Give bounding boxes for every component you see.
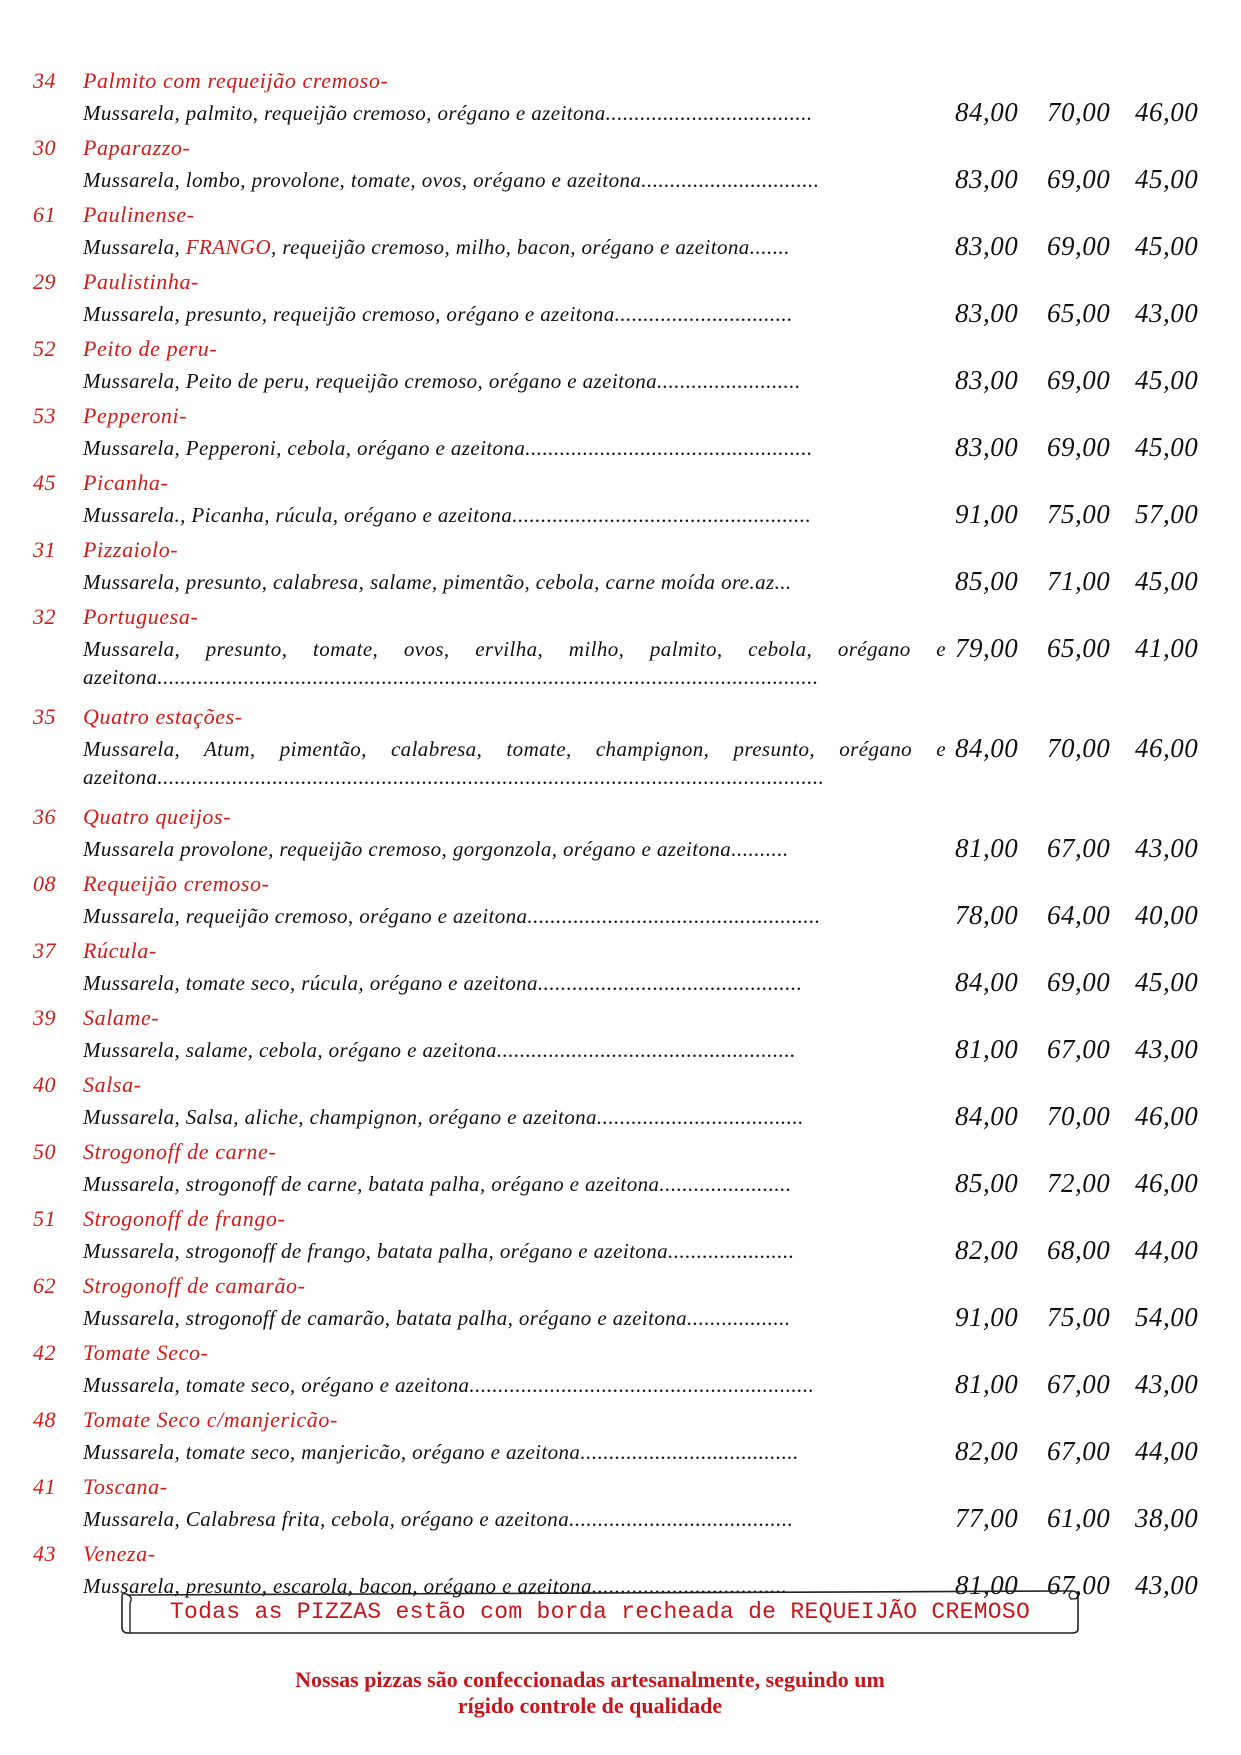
price-medium: 67,00 bbox=[1047, 1034, 1111, 1064]
price-medium: 70,00 bbox=[1047, 97, 1111, 127]
item-number: 34 bbox=[33, 68, 56, 93]
menu-item-header bbox=[0, 464, 1241, 497]
price-large: 91,00 bbox=[955, 1302, 1019, 1332]
quality-note-line-1: Nossas pizzas são confeccionadas artesanalmente, seguindo um bbox=[295, 1667, 885, 1692]
price-large: 82,00 bbox=[955, 1436, 1019, 1466]
item-description-row bbox=[0, 631, 1241, 691]
item-number: 08 bbox=[33, 871, 56, 896]
item-name: Strogonoff de camarão- bbox=[83, 1273, 306, 1298]
ingredient-text: Mussarela, presunto, requeijão cremoso, orégano e azeitona bbox=[83, 302, 615, 326]
price-small: 44,00 bbox=[1135, 1436, 1199, 1466]
price-columns bbox=[955, 900, 1215, 934]
ingredient-text: Mussarela, requeijão cremoso, orégano e azeitona bbox=[83, 904, 528, 928]
item-description bbox=[83, 1099, 946, 1131]
menu-item bbox=[0, 330, 1241, 397]
price-medium: 64,00 bbox=[1047, 900, 1111, 930]
price-large: 83,00 bbox=[955, 164, 1019, 194]
price-columns bbox=[955, 733, 1215, 767]
item-number: 36 bbox=[33, 804, 56, 829]
item-name: Paulistinha- bbox=[83, 269, 199, 294]
price-columns bbox=[955, 566, 1215, 600]
price-columns bbox=[955, 1034, 1215, 1068]
item-name: Salame- bbox=[83, 1005, 160, 1030]
price-columns bbox=[955, 1101, 1215, 1135]
item-description bbox=[83, 1367, 946, 1399]
item-name: Requeijão cremoso- bbox=[83, 871, 270, 896]
price-columns bbox=[955, 1369, 1215, 1403]
item-description-row bbox=[0, 1300, 1241, 1332]
quality-note bbox=[140, 1667, 1040, 1719]
item-description-row bbox=[0, 898, 1241, 930]
price-large: 81,00 bbox=[955, 1369, 1019, 1399]
item-number: 50 bbox=[33, 1139, 56, 1164]
highlighted-ingredient: FRANGO bbox=[185, 235, 272, 259]
price-small: 43,00 bbox=[1135, 1570, 1199, 1600]
price-columns bbox=[955, 499, 1215, 533]
price-columns bbox=[955, 1503, 1215, 1537]
price-medium: 65,00 bbox=[1047, 298, 1111, 328]
item-name: Quatro estações- bbox=[83, 704, 243, 729]
ingredient-text: Mussarela, tomate seco, orégano e azeitona bbox=[83, 1373, 470, 1397]
dot-leader: ....................................... bbox=[569, 1507, 794, 1531]
dot-leader: ................................................................................................................... bbox=[157, 665, 819, 689]
price-small: 54,00 bbox=[1135, 1302, 1199, 1332]
price-small: 45,00 bbox=[1135, 967, 1199, 997]
menu-item-header bbox=[0, 129, 1241, 162]
item-description bbox=[83, 1300, 946, 1332]
item-number: 35 bbox=[33, 704, 56, 729]
price-small: 45,00 bbox=[1135, 432, 1199, 462]
item-number: 42 bbox=[33, 1340, 56, 1365]
item-description-row bbox=[0, 363, 1241, 395]
item-description bbox=[83, 162, 946, 194]
menu-item-header bbox=[0, 698, 1241, 731]
price-columns bbox=[955, 97, 1215, 131]
item-description bbox=[83, 1166, 946, 1198]
price-medium: 69,00 bbox=[1047, 432, 1111, 462]
price-large: 79,00 bbox=[955, 633, 1019, 663]
menu-item-header bbox=[0, 531, 1241, 564]
price-columns bbox=[955, 365, 1215, 399]
price-columns bbox=[955, 298, 1215, 332]
dot-leader: .................................................................................................................... bbox=[157, 765, 825, 789]
menu-item bbox=[0, 397, 1241, 464]
ingredient-text: Mussarela, tomate seco, manjericão, orégano e azeitona bbox=[83, 1440, 581, 1464]
item-number: 62 bbox=[33, 1273, 56, 1298]
ingredient-text: Mussarela, strogonoff de camarão, batata palha, orégano e azeitona bbox=[83, 1306, 688, 1330]
price-medium: 70,00 bbox=[1047, 733, 1111, 763]
price-medium: 69,00 bbox=[1047, 231, 1111, 261]
menu-item-header bbox=[0, 598, 1241, 631]
menu-item bbox=[0, 865, 1241, 932]
item-name: Tomate Seco- bbox=[83, 1340, 209, 1365]
menu-item-header bbox=[0, 999, 1241, 1032]
item-description-row bbox=[0, 1501, 1241, 1533]
menu-item bbox=[0, 1468, 1241, 1535]
price-medium: 68,00 bbox=[1047, 1235, 1111, 1265]
item-number: 48 bbox=[33, 1407, 56, 1432]
item-name: Peito de peru- bbox=[83, 336, 218, 361]
stuffed-crust-banner bbox=[120, 1589, 1080, 1635]
menu-item-header bbox=[0, 62, 1241, 95]
dot-leader: ...................... bbox=[668, 1239, 795, 1263]
price-large: 84,00 bbox=[955, 97, 1019, 127]
item-number: 32 bbox=[33, 604, 56, 629]
price-small: 45,00 bbox=[1135, 365, 1199, 395]
item-number: 52 bbox=[33, 336, 56, 361]
item-description-row bbox=[0, 162, 1241, 194]
dot-leader: ............................................................ bbox=[469, 1373, 815, 1397]
menu-item-header bbox=[0, 330, 1241, 363]
item-description bbox=[83, 731, 946, 791]
ingredient-text: Mussarela, Atum, pimentão, calabresa, tomate, champignon, presunto, orégano e azeitona bbox=[83, 737, 946, 789]
item-name: Veneza- bbox=[83, 1541, 156, 1566]
dot-leader: .................. bbox=[687, 1306, 791, 1330]
ingredient-text: Mussarela, bbox=[83, 235, 186, 259]
price-medium: 67,00 bbox=[1047, 833, 1111, 863]
dot-leader: .............................................. bbox=[537, 971, 803, 995]
price-small: 43,00 bbox=[1135, 1034, 1199, 1064]
item-description-row bbox=[0, 1099, 1241, 1131]
price-large: 84,00 bbox=[955, 1101, 1019, 1131]
item-description bbox=[83, 965, 946, 997]
ingredient-text: Mussarela, lombo, provolone, tomate, ovos, orégano e azeitona bbox=[83, 168, 642, 192]
price-columns bbox=[955, 1235, 1215, 1269]
item-description bbox=[83, 95, 946, 127]
price-medium: 70,00 bbox=[1047, 1101, 1111, 1131]
price-small: 44,00 bbox=[1135, 1235, 1199, 1265]
menu-item bbox=[0, 1334, 1241, 1401]
price-columns bbox=[955, 833, 1215, 867]
item-description-row bbox=[0, 1367, 1241, 1399]
dot-leader: ............................... bbox=[614, 302, 793, 326]
menu-item-header bbox=[0, 1401, 1241, 1434]
item-description bbox=[83, 1434, 946, 1466]
item-number: 37 bbox=[33, 938, 56, 963]
ingredient-text: , requeijão cremoso, milho, bacon, orégano e azeitona bbox=[271, 235, 750, 259]
dot-leader: .................................. bbox=[591, 1574, 788, 1598]
menu-item-header bbox=[0, 798, 1241, 831]
price-large: 81,00 bbox=[955, 1570, 1019, 1600]
item-number: 61 bbox=[33, 202, 56, 227]
menu-item bbox=[0, 62, 1241, 129]
dot-leader: ...................................... bbox=[580, 1440, 799, 1464]
ingredient-text: Mussarela, strogonoff de frango, batata palha, orégano e azeitona bbox=[83, 1239, 669, 1263]
menu-item-header bbox=[0, 865, 1241, 898]
menu-item-header bbox=[0, 932, 1241, 965]
item-description-row bbox=[0, 1032, 1241, 1064]
ingredient-text: Mussarela provolone, requeijão cremoso, gorgonzola, orégano e azeitona bbox=[83, 837, 732, 861]
menu-item bbox=[0, 129, 1241, 196]
price-small: 45,00 bbox=[1135, 231, 1199, 261]
menu-item bbox=[0, 464, 1241, 531]
dot-leader: .................................................. bbox=[525, 436, 813, 460]
item-description bbox=[83, 1501, 946, 1533]
price-large: 91,00 bbox=[955, 499, 1019, 529]
banner-text: Todas as PIZZAS estão com borda recheada de REQUEIJÃO CREMOSO bbox=[169, 1599, 1031, 1625]
price-large: 83,00 bbox=[955, 231, 1019, 261]
item-name: Toscana- bbox=[83, 1474, 168, 1499]
item-number: 40 bbox=[33, 1072, 56, 1097]
dot-leader: .................................... bbox=[605, 101, 813, 125]
price-medium: 67,00 bbox=[1047, 1570, 1111, 1600]
dot-leader: ................................................... bbox=[527, 904, 821, 928]
item-description bbox=[83, 564, 946, 596]
item-name: Tomate Seco c/manjericão- bbox=[83, 1407, 338, 1432]
item-number: 51 bbox=[33, 1206, 56, 1231]
price-small: 46,00 bbox=[1135, 1101, 1199, 1131]
price-medium: 75,00 bbox=[1047, 499, 1111, 529]
menu-item-header bbox=[0, 1133, 1241, 1166]
price-small: 43,00 bbox=[1135, 298, 1199, 328]
dot-leader: ......................... bbox=[657, 369, 801, 393]
ingredient-text: Mussarela, palmito, requeijão cremoso, orégano e azeitona bbox=[83, 101, 606, 125]
price-columns bbox=[955, 432, 1215, 466]
item-name: Palmito com requeijão cremoso- bbox=[83, 68, 389, 93]
menu-item-header bbox=[0, 1066, 1241, 1099]
item-number: 43 bbox=[33, 1541, 56, 1566]
ingredient-text: Mussarela, salame, cebola, orégano e azeitona bbox=[83, 1038, 497, 1062]
item-name: Paparazzo- bbox=[83, 135, 191, 160]
price-columns bbox=[955, 1168, 1215, 1202]
menu-item bbox=[0, 698, 1241, 798]
price-medium: 65,00 bbox=[1047, 633, 1111, 663]
price-medium: 72,00 bbox=[1047, 1168, 1111, 1198]
price-medium: 75,00 bbox=[1047, 1302, 1111, 1332]
item-description bbox=[83, 430, 946, 462]
price-columns bbox=[955, 633, 1215, 667]
ingredient-text: Mussarela., Picanha, rúcula, orégano e azeitona bbox=[83, 503, 513, 527]
menu-item-header bbox=[0, 397, 1241, 430]
menu-item bbox=[0, 1267, 1241, 1334]
item-description-row bbox=[0, 1233, 1241, 1265]
item-name: Salsa- bbox=[83, 1072, 142, 1097]
price-small: 45,00 bbox=[1135, 164, 1199, 194]
item-description bbox=[83, 229, 946, 261]
menu-item bbox=[0, 1066, 1241, 1133]
price-small: 41,00 bbox=[1135, 633, 1199, 663]
ingredient-text: Mussarela, Peito de peru, requeijão cremoso, orégano e azeitona bbox=[83, 369, 658, 393]
price-large: 84,00 bbox=[955, 733, 1019, 763]
item-description bbox=[83, 831, 946, 863]
price-columns bbox=[955, 164, 1215, 198]
price-large: 85,00 bbox=[955, 566, 1019, 596]
dot-leader: ............................... bbox=[641, 168, 820, 192]
item-description bbox=[83, 898, 946, 930]
item-number: 53 bbox=[33, 403, 56, 428]
item-name: Quatro queijos- bbox=[83, 804, 232, 829]
price-small: 38,00 bbox=[1135, 1503, 1199, 1533]
price-columns bbox=[955, 1436, 1215, 1470]
menu-item-header bbox=[0, 1200, 1241, 1233]
price-large: 83,00 bbox=[955, 432, 1019, 462]
price-columns bbox=[955, 967, 1215, 1001]
dot-leader: ....................... bbox=[659, 1172, 792, 1196]
item-description bbox=[83, 363, 946, 395]
price-large: 81,00 bbox=[955, 1034, 1019, 1064]
price-small: 57,00 bbox=[1135, 499, 1199, 529]
item-description bbox=[83, 631, 946, 691]
dot-leader: .................................... bbox=[596, 1105, 804, 1129]
price-small: 46,00 bbox=[1135, 733, 1199, 763]
quality-note-line-2: rígido controle de qualidade bbox=[457, 1693, 723, 1718]
item-description-row bbox=[0, 965, 1241, 997]
price-large: 77,00 bbox=[955, 1503, 1019, 1533]
item-name: Paulinense- bbox=[83, 202, 195, 227]
price-columns bbox=[955, 231, 1215, 265]
item-description-row bbox=[0, 229, 1241, 261]
price-small: 45,00 bbox=[1135, 566, 1199, 596]
price-medium: 67,00 bbox=[1047, 1436, 1111, 1466]
menu-item bbox=[0, 263, 1241, 330]
dot-leader: ....... bbox=[749, 235, 790, 259]
item-description-row bbox=[0, 1434, 1241, 1466]
item-name: Portuguesa- bbox=[83, 604, 199, 629]
item-number: 31 bbox=[33, 537, 56, 562]
menu-item bbox=[0, 798, 1241, 865]
item-name: Rúcula- bbox=[83, 938, 157, 963]
price-small: 43,00 bbox=[1135, 833, 1199, 863]
menu-item bbox=[0, 999, 1241, 1066]
item-description bbox=[83, 1233, 946, 1265]
price-small: 43,00 bbox=[1135, 1369, 1199, 1399]
item-name: Strogonoff de frango- bbox=[83, 1206, 286, 1231]
price-medium: 69,00 bbox=[1047, 365, 1111, 395]
item-number: 45 bbox=[33, 470, 56, 495]
price-medium: 69,00 bbox=[1047, 967, 1111, 997]
item-name: Strogonoff de carne- bbox=[83, 1139, 277, 1164]
price-medium: 71,00 bbox=[1047, 566, 1111, 596]
price-large: 85,00 bbox=[955, 1168, 1019, 1198]
menu-item-header bbox=[0, 263, 1241, 296]
ingredient-text: Mussarela, presunto, escarola, bacon, orégano e azeitona bbox=[83, 1574, 592, 1598]
price-medium: 61,00 bbox=[1047, 1503, 1111, 1533]
item-name: Pepperoni- bbox=[83, 403, 188, 428]
item-description bbox=[83, 1032, 946, 1064]
price-small: 46,00 bbox=[1135, 1168, 1199, 1198]
item-description-row bbox=[0, 831, 1241, 863]
price-large: 81,00 bbox=[955, 833, 1019, 863]
item-description-row bbox=[0, 95, 1241, 127]
dot-leader: .................................................... bbox=[496, 1038, 796, 1062]
menu-item-header bbox=[0, 1535, 1241, 1568]
menu-item bbox=[0, 1133, 1241, 1200]
ingredient-text: Mussarela, presunto, calabresa, salame, pimentão, cebola, carne moída ore.az... bbox=[83, 570, 792, 594]
dot-leader: .................................................... bbox=[512, 503, 812, 527]
menu-item-header bbox=[0, 196, 1241, 229]
item-description bbox=[83, 497, 946, 529]
ingredient-text: Mussarela, Calabresa frita, cebola, orégano e azeitona bbox=[83, 1507, 570, 1531]
item-description bbox=[83, 296, 946, 328]
item-name: Pizzaiolo- bbox=[83, 537, 179, 562]
item-description-row bbox=[0, 430, 1241, 462]
price-small: 46,00 bbox=[1135, 97, 1199, 127]
menu-item bbox=[0, 598, 1241, 698]
price-large: 78,00 bbox=[955, 900, 1019, 930]
price-large: 83,00 bbox=[955, 365, 1019, 395]
item-description-row bbox=[0, 296, 1241, 328]
menu-item bbox=[0, 196, 1241, 263]
price-medium: 67,00 bbox=[1047, 1369, 1111, 1399]
item-description-row bbox=[0, 731, 1241, 791]
item-description-row bbox=[0, 497, 1241, 529]
item-number: 29 bbox=[33, 269, 56, 294]
price-columns bbox=[955, 1302, 1215, 1336]
price-medium: 69,00 bbox=[1047, 164, 1111, 194]
price-large: 82,00 bbox=[955, 1235, 1019, 1265]
ingredient-text: Mussarela, Pepperoni, cebola, orégano e azeitona bbox=[83, 436, 526, 460]
menu-item bbox=[0, 1200, 1241, 1267]
ingredient-text: Mussarela, tomate seco, rúcula, orégano e azeitona bbox=[83, 971, 538, 995]
dot-leader: .......... bbox=[731, 837, 789, 861]
menu-item-header bbox=[0, 1267, 1241, 1300]
item-number: 39 bbox=[33, 1005, 56, 1030]
pizza-menu-list bbox=[0, 62, 1241, 1602]
menu-item-header bbox=[0, 1468, 1241, 1501]
price-large: 84,00 bbox=[955, 967, 1019, 997]
ingredient-text: Mussarela, presunto, tomate, ovos, ervilha, milho, palmito, cebola, orégano e azeitona bbox=[83, 637, 946, 689]
item-number: 30 bbox=[33, 135, 56, 160]
menu-item bbox=[0, 932, 1241, 999]
menu-item bbox=[0, 531, 1241, 598]
ingredient-text: Mussarela, strogonoff de carne, batata palha, orégano e azeitona bbox=[83, 1172, 660, 1196]
price-small: 40,00 bbox=[1135, 900, 1199, 930]
item-description-row bbox=[0, 564, 1241, 596]
price-large: 83,00 bbox=[955, 298, 1019, 328]
item-name: Picanha- bbox=[83, 470, 169, 495]
ingredient-text: Mussarela, Salsa, aliche, champignon, orégano e azeitona bbox=[83, 1105, 597, 1129]
menu-item-header bbox=[0, 1334, 1241, 1367]
menu-item bbox=[0, 1401, 1241, 1468]
item-description-row bbox=[0, 1166, 1241, 1198]
item-number: 41 bbox=[33, 1474, 56, 1499]
